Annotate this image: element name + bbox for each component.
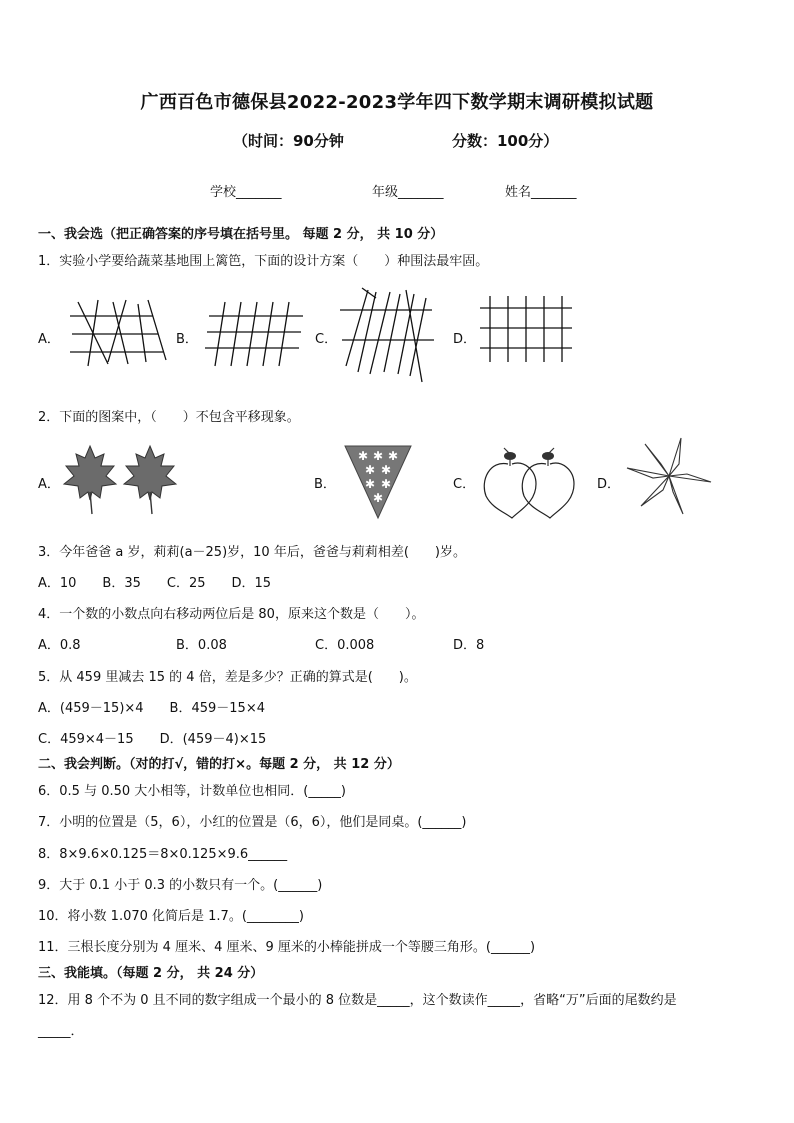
question-11: 11．三根长度分别为 4 厘米、4 厘米、9 厘米的小棒能拼成一个等腰三角形。(______)	[38, 940, 536, 955]
name-field: 姓名_______	[505, 185, 577, 200]
question-3: 3．今年爸爸 a 岁，莉莉(a－25)岁，10 年后，爸爸与莉莉相差( )岁。	[38, 545, 466, 560]
q1-option-d-label: D．	[453, 332, 477, 347]
q4-option-a: A．0.8	[38, 638, 81, 653]
question-10: 10．将小数 1.070 化简后是 1.7。(________)	[38, 909, 304, 924]
q1-option-a-label: A．	[38, 332, 60, 347]
svg-text:✱: ✱	[372, 491, 384, 505]
page-title: 广西百色市德保县2022-2023学年四下数学期末调研模拟试题	[140, 92, 654, 113]
question-12: 12．用 8 个不为 0 且不同的数字组成一个最小的 8 位数是_____，这个数读作_____，省略“万”后面的尾数约是	[38, 993, 677, 1008]
maple-leaves-figure	[62, 442, 182, 516]
svg-text:✱: ✱	[372, 449, 384, 463]
question-8: 8．8×9.6×0.125＝8×0.125×9.6______	[38, 847, 288, 862]
school-field: 学校_______	[210, 185, 282, 200]
svg-text:✱: ✱	[364, 463, 376, 477]
question-12-continued: _____．	[38, 1024, 84, 1039]
question-5: 5．从 459 里减去 15 的 4 倍，差是多少？正确的算式是( )。	[38, 670, 417, 685]
section-2-heading: 二、我会判断。（对的打√，错的打×。每题 2 分， 共 12 分）	[38, 757, 400, 772]
fence-a-figure	[68, 298, 168, 368]
section-3-heading: 三、我能填。（每题 2 分， 共 24 分）	[38, 966, 264, 981]
section-1-heading: 一、我会选（把正确答案的序号填在括号里。 每题 2 分， 共 10 分）	[38, 227, 444, 242]
q4-option-c: C．0.008	[315, 638, 375, 653]
q4-option-b: B．0.08	[176, 638, 227, 653]
fence-d-figure	[480, 296, 575, 366]
grade-field: 年级_______	[372, 185, 444, 200]
q2-option-c-label: C．	[453, 477, 476, 492]
q2-option-a-label: A．	[38, 477, 60, 492]
question-1: 1．实验小学要给蔬菜基地围上篱笆，下面的设计方案（ ）种围法最牢固。	[38, 254, 489, 269]
hearts-figure	[480, 440, 580, 520]
svg-text:✱: ✱	[357, 449, 369, 463]
question-2: 2．下面的图案中，（ ）不包含平移现象。	[38, 410, 300, 425]
svg-text:✱: ✱	[364, 477, 376, 491]
question-6: 6．0.5 与 0.50 大小相等，计数单位也相同．(_____)	[38, 784, 346, 799]
svg-text:✱: ✱	[387, 449, 399, 463]
question-5-options-2: C．459×4－15 D．(459－4)×15	[38, 732, 267, 747]
triangle-pattern-figure	[343, 444, 413, 520]
q1-option-b-label: B．	[176, 332, 198, 347]
q2-option-b-label: B．	[314, 477, 336, 492]
exam-score: 分数：100分）	[452, 132, 559, 150]
fence-c-figure	[340, 288, 435, 384]
fence-b-figure	[205, 300, 305, 370]
question-9: 9．大于 0.1 小于 0.3 的小数只有一个。(______)	[38, 878, 323, 893]
svg-text:✱: ✱	[380, 477, 392, 491]
question-4: 4．一个数的小数点向右移动两位后是 80，原来这个数是（ ）。	[38, 607, 425, 622]
pinwheel-figure	[625, 434, 715, 518]
exam-time: （时间：90分钟	[233, 132, 344, 150]
question-5-options-1: A．(459－15)×4 B．459－15×4	[38, 701, 265, 716]
question-3-options: A．10 B．35 C．25 D．15	[38, 576, 272, 591]
svg-text:✱: ✱	[380, 463, 392, 477]
q2-option-d-label: D．	[597, 477, 621, 492]
q1-option-c-label: C．	[315, 332, 338, 347]
question-7: 7．小明的位置是（5，6），小红的位置是（6，6），他们是同桌。(______)	[38, 815, 467, 830]
q4-option-d: D．8	[453, 638, 485, 653]
